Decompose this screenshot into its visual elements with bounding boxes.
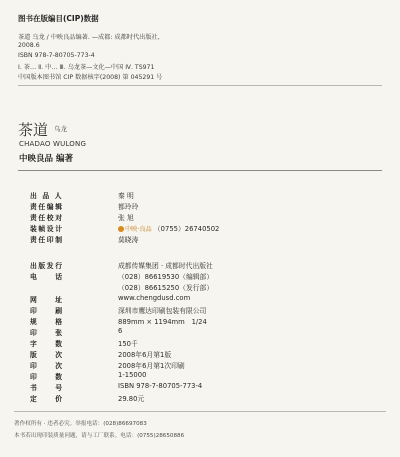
credit-value: 都玲玲 — [118, 203, 139, 211]
credit-label: 出 品 人 — [30, 192, 64, 200]
pub-label: 规 格 — [30, 318, 64, 326]
pub-value: 150千 — [118, 340, 138, 348]
pub-label: 印 刷 — [30, 307, 64, 315]
book-editor: 中映良品 编著 — [19, 154, 73, 164]
pub-label: 书 号 — [30, 384, 64, 392]
pub-value: 1-15000 — [118, 371, 147, 379]
pub-value: 深圳市鹰达印刷包装有限公司 — [118, 307, 207, 315]
book-pinyin: CHADAO WULONG — [19, 140, 87, 148]
pub-label: 网 址 — [30, 296, 64, 304]
cip-heading: 图书在版编目(CIP)数据 — [18, 14, 99, 23]
cip-line: Ⅰ. 茶… Ⅱ. 中… Ⅲ. 乌龙茶—文化—中国 Ⅳ. TS971 — [18, 64, 155, 71]
copyright-notice: 著作权所有 · 违者必究。举报电话：(028)86697083 — [14, 421, 147, 427]
credit-value: 张 旭 — [118, 214, 134, 222]
pub-value: 2008年6月第1次印刷 — [118, 362, 185, 370]
cip-line: 茶道 乌龙 / 中映良品编著. —成都: 成都时代出版社, — [18, 34, 160, 41]
cip-line: 中国版本图书馆 CIP 数据核字(2008) 第 045291 号 — [18, 74, 163, 81]
pub-label: 定 价 — [30, 395, 64, 403]
pub-value: 2008年6月第1版 — [118, 351, 172, 359]
pub-value: 29.80元 — [118, 395, 145, 403]
pub-label: 印 数 — [30, 373, 64, 381]
credit-label: 责任印制 — [30, 236, 64, 244]
credit-value-design — [118, 223, 219, 233]
publisher-logo-text: 中映·良品 — [125, 226, 152, 233]
book-title: 茶道 — [18, 121, 49, 139]
pub-value: 889mm × 1194mm 1/24 — [118, 318, 207, 326]
pub-value: （028）86619530（编辑部） — [118, 273, 214, 281]
credit-label: 责任编辑 — [30, 203, 64, 211]
credit-label: 责任校对 — [30, 214, 64, 222]
pub-value: 6 — [118, 327, 123, 335]
pub-label: 字 数 — [30, 340, 64, 348]
divider — [14, 411, 386, 412]
pub-label: 印 次 — [30, 362, 64, 370]
publisher-logo-icon — [118, 226, 124, 232]
pub-label: 印 张 — [30, 329, 64, 337]
pub-value: ISBN 978-7-80705-773-4 — [118, 382, 203, 390]
book-subtitle: 乌龙 — [54, 125, 67, 133]
quality-notice: 本书若出现印装质量问题，请与工厂联系。电话：(0755)28650886 — [14, 433, 185, 439]
pub-label: 电 话 — [30, 273, 64, 281]
credit-value: 莫晓涛 — [118, 236, 139, 244]
credit-label: 装帧设计 — [30, 225, 64, 233]
divider — [18, 85, 382, 86]
divider — [18, 170, 382, 171]
website-link[interactable]: www.chengdusd.com — [118, 294, 191, 302]
pub-value: （028）86615250（发行部） — [118, 284, 214, 292]
credit-value: 秦 明 — [118, 192, 134, 200]
pub-label: 版 次 — [30, 351, 64, 359]
design-phone: （0755）26740502 — [153, 225, 220, 233]
cip-line: ISBN 978-7-80705-773-4 — [18, 52, 95, 59]
pub-label: 出版发行 — [30, 262, 64, 270]
pub-value: 成都传媒集团 · 成都时代出版社 — [118, 262, 213, 270]
cip-line: 2008.6 — [18, 42, 40, 49]
